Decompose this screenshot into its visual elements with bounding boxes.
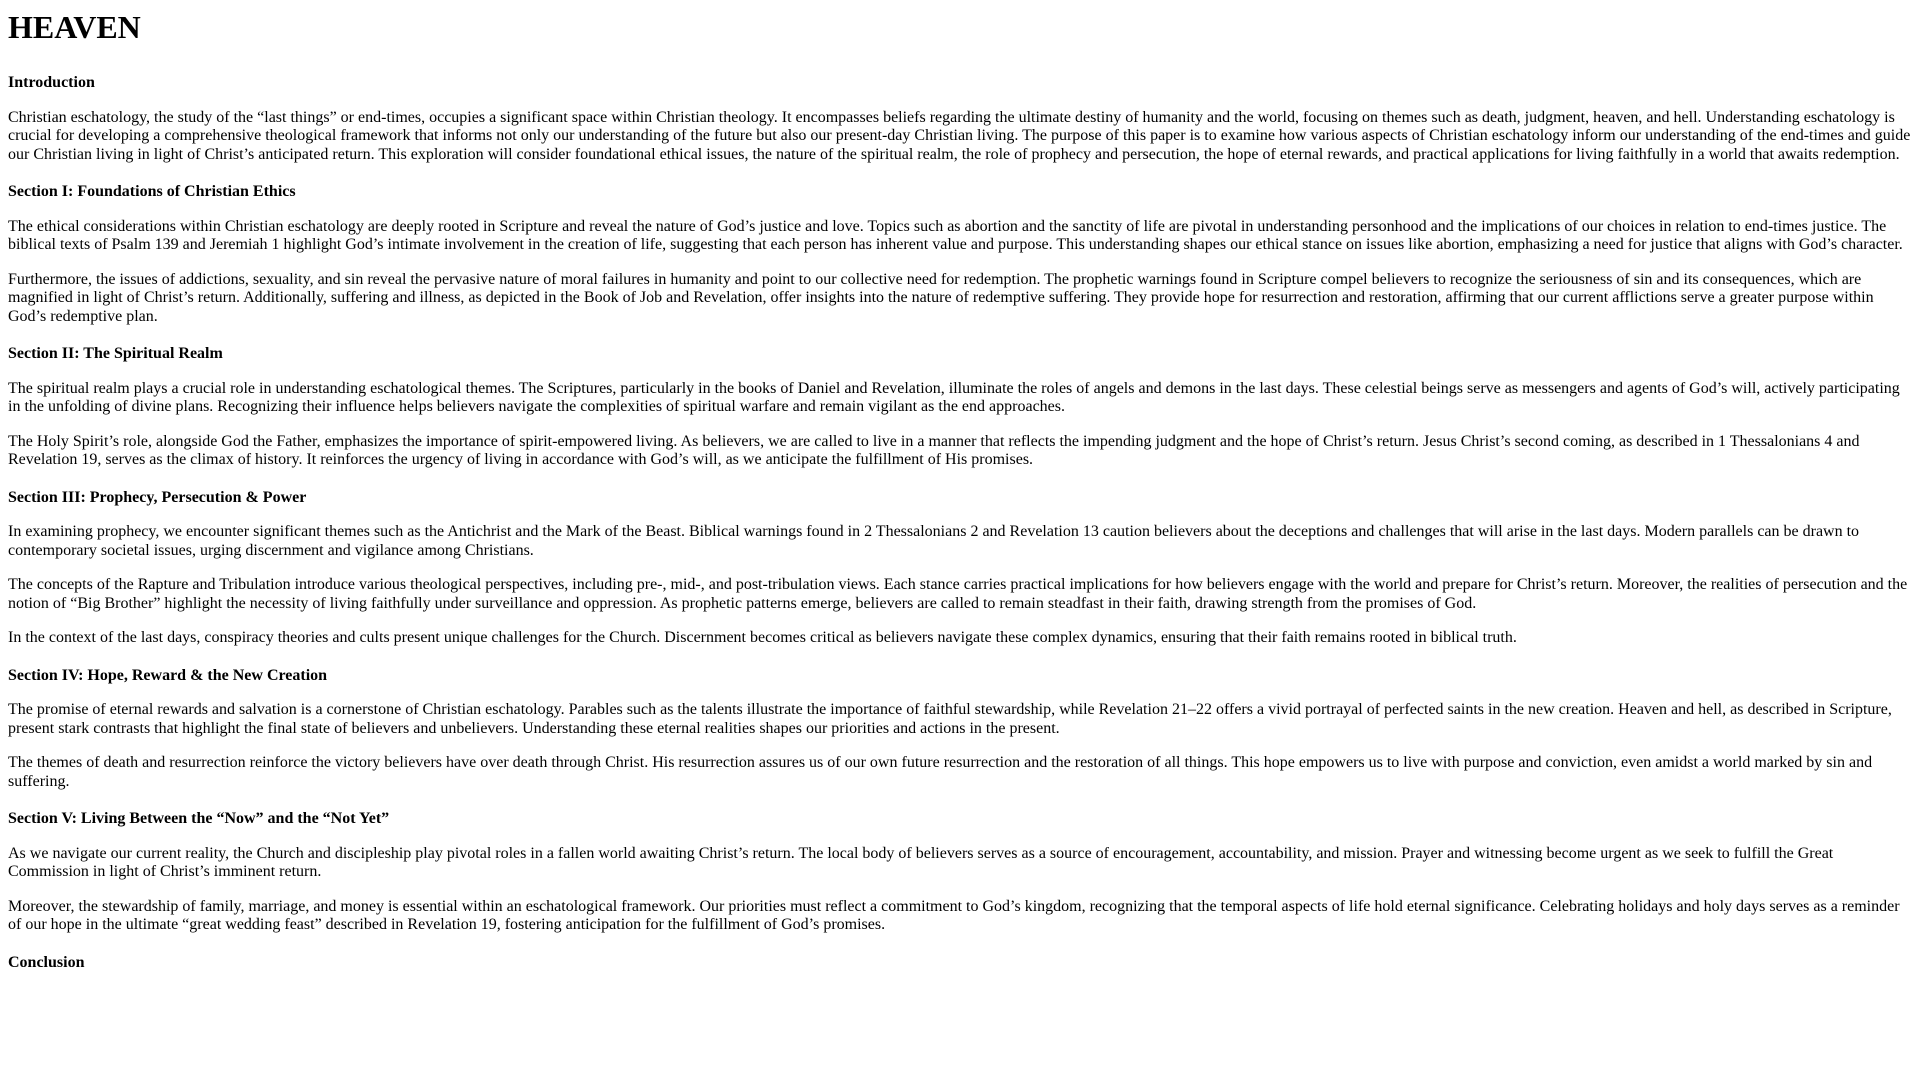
section-heading: Conclusion	[8, 953, 85, 971]
document-page	[0, 9, 1920, 972]
paragraph: As we navigate our current reality, the Church and discipleship play pivotal roles in a fallen world awaiting Christ’s return. The local body of believers serves as a source of encouragement, accountability, and mission. Prayer and witnessing become urgent as we seek to fulfill the Great Commission in light of Christ’s imminent return.	[8, 844, 1834, 880]
page-title: HEAVEN	[8, 9, 141, 45]
paragraph: The concepts of the Rapture and Tribulation introduce various theological perspectives, including pre-, mid-, and post-tribulation views. Each stance carries practical implications for how believers engage with the world and prepare for Christ’s return. Moreover, the realities of persecution and the notion of “Big Brother” highlight the necessity of living faithfully under surveillance and oppression. As prophetic patterns emerge, believers are called to remain steadfast in their faith, drawing strength from the promises of God.	[8, 576, 1908, 612]
section-heading: Section III: Prophecy, Persecution & Power	[8, 488, 307, 506]
paragraph: Christian eschatology, the study of the “last things” or end-times, occupies a significant space within Christian theology. It encompasses beliefs regarding the ultimate destiny of humanity and the world, focusing on themes such as death, judgment, heaven, and hell. Understanding eschatology is crucial for developing a comprehensive theological framework that informs not only our understanding of the future but also our present-day Christian living. The purpose of this paper is to examine how various aspects of Christian eschatology inform our understanding of the end-times and guide our Christian living in light of Christ’s anticipated return. This exploration will consider foundational ethical issues, the nature of the spiritual realm, the role of prophecy and persecution, the hope of eternal rewards, and practical applications for living faithfully in a world that awaits redemption.	[8, 108, 1911, 163]
section-introduction	[8, 74, 1912, 164]
section-heading: Section II: The Spiritual Realm	[8, 345, 223, 362]
paragraph: The promise of eternal rewards and salvation is a cornerstone of Christian eschatology. Parables such as the talents illustrate the importance of faithful stewardship, while Revelation 21–22 offers a vivid portrayal of perfected saints in the new creation. Heaven and hell, as described in Scripture, present stark contrasts that highlight the final state of believers and unbelievers. Understanding these eternal realities shapes our priorities and actions in the present.	[8, 701, 1892, 737]
paragraph: Moreover, the stewardship of family, marriage, and money is essential within an eschatological framework. Our priorities must reflect a commitment to God’s kingdom, recognizing that the temporal aspects of life hold eternal significance. Celebrating holidays and holy days serves as a reminder of our hope in the ultimate “great wedding feast” described in Revelation 19, fostering anticipation for the fulfillment of God’s promises.	[8, 897, 1900, 933]
paragraph: The Holy Spirit’s role, alongside God the Father, emphasizes the importance of spirit-empowered living. As believers, we are called to live in a manner that reflects the impending judgment and the hope of Christ’s return. Jesus Christ’s second coming, as described in 1 Thessalonians 4 and Revelation 19, serves as the climax of history. It reinforces the urgency of living in accordance with God’s will, as we anticipate the fulfillment of His promises.	[8, 432, 1860, 468]
paragraph: In examining prophecy, we encounter significant themes such as the Antichrist and the Mark of the Beast. Biblical warnings found in 2 Thessalonians 2 and Revelation 13 caution believers about the deceptions and challenges that will arise in the last days. Modern parallels can be drawn to contemporary societal issues, urging discernment and vigilance among Christians.	[8, 523, 1860, 559]
paragraph: The spiritual realm plays a crucial role in understanding eschatological themes. The Scriptures, particularly in the books of Daniel and Revelation, illuminate the roles of angels and demons in the last days. These celestial beings serve as messengers and agents of God’s will, actively participating in the unfolding of divine plans. Recognizing their influence helps believers navigate the complexities of spiritual warfare and remain vigilant as the end approaches.	[8, 379, 1900, 415]
section-heading: Section I: Foundations of Christian Ethics	[8, 183, 296, 200]
section-foundations-of-ethics	[8, 183, 1912, 326]
section-spiritual-realm	[8, 345, 1912, 470]
section-heading: Section V: Living Between the “Now” and the “Not Yet”	[8, 810, 390, 827]
section-conclusion	[8, 954, 1912, 973]
section-prophecy-persecution-power	[8, 489, 1912, 648]
paragraph: The themes of death and resurrection reinforce the victory believers have over death through Christ. His resurrection assures us of our own future resurrection and the restoration of all things. This hope empowers us to live with purpose and conviction, even amidst a world marked by sin and suffering.	[8, 754, 1873, 790]
section-heading: Introduction	[8, 74, 95, 91]
paragraph: The ethical considerations within Christian eschatology are deeply rooted in Scripture and reveal the nature of God’s justice and love. Topics such as abortion and the sanctity of life are pivotal in understanding personhood and the implications of our choices in relation to end-times justice. The biblical texts of Psalm 139 and Jeremiah 1 highlight God’s intimate involvement in the creation of life, suggesting that each person has inherent value and purpose. This understanding shapes our ethical stance on issues like abortion, emphasizing a need for justice that aligns with God’s character.	[8, 217, 1903, 253]
section-heading: Section IV: Hope, Reward & the New Creation	[8, 666, 328, 684]
paragraph: Furthermore, the issues of addictions, sexuality, and sin reveal the pervasive nature of moral failures in humanity and point to our collective need for redemption. The prophetic warnings found in Scripture compel believers to recognize the seriousness of sin and its consequences, which are magnified in light of Christ’s return. Additionally, suffering and illness, as depicted in the Book of Job and Revelation, offer insights into the nature of redemptive suffering. They provide hope for resurrection and restoration, affirming that our current afflictions serve a greater purpose within God’s redemptive plan.	[8, 270, 1874, 325]
section-living-between	[8, 810, 1912, 935]
section-hope-reward-new-creation	[8, 667, 1912, 792]
paragraph: In the context of the last days, conspiracy theories and cults present unique challenges for the Church. Discernment becomes critical as believers navigate these complex dynamics, ensuring that their faith remains rooted in biblical truth.	[8, 629, 1517, 646]
